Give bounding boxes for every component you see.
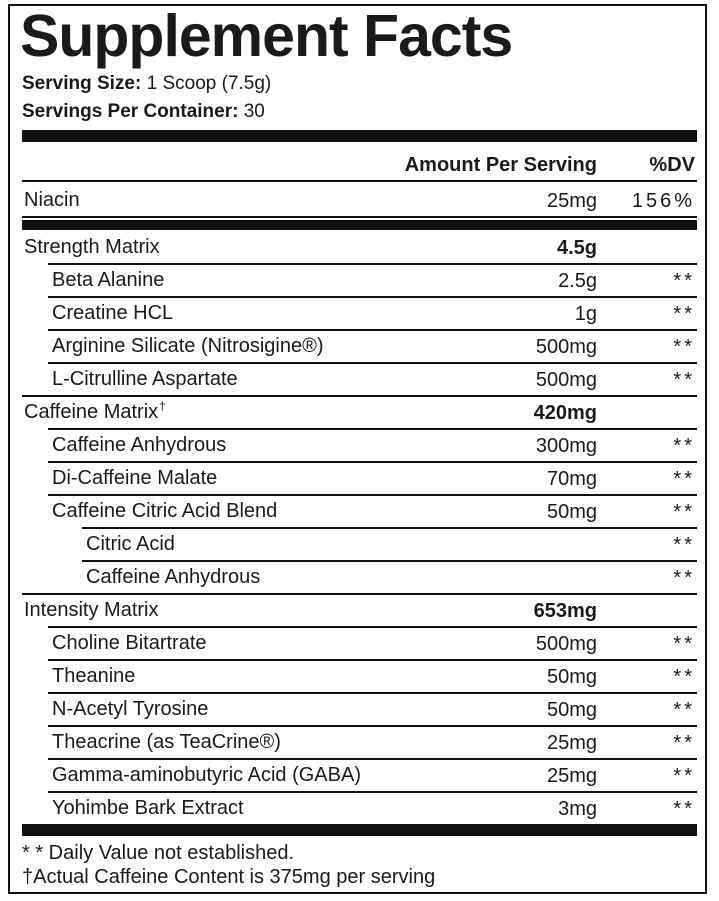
daily-value: **: [673, 732, 695, 754]
amount-per-serving: 300mg: [535, 435, 597, 457]
amount-per-serving: 50mg: [546, 501, 597, 523]
table-row: [22, 364, 697, 397]
amount-per-serving: 3mg: [558, 798, 597, 820]
daily-value: **: [673, 633, 695, 655]
daily-value: **: [673, 369, 695, 391]
table-row: [22, 727, 697, 760]
servings-value: 30: [243, 101, 265, 122]
ingredient-name: Beta Alanine: [52, 269, 165, 291]
daily-value: **: [673, 336, 695, 358]
panel-title: Supplement Facts: [20, 3, 513, 69]
column-header: [22, 152, 697, 182]
header-rule: [22, 180, 697, 182]
table-row: [22, 298, 697, 331]
daily-value: **: [673, 666, 695, 688]
servings-label: Servings Per Container:: [22, 101, 239, 122]
table-row: [22, 265, 697, 298]
daily-value: **: [673, 534, 695, 556]
daily-value: 156%: [631, 190, 695, 212]
table-row: [22, 463, 697, 496]
amount-per-serving: 25mg: [546, 765, 597, 787]
amount-per-serving: 50mg: [546, 699, 597, 721]
table-row: [22, 185, 697, 218]
ingredient-name: Caffeine Anhydrous: [52, 434, 227, 456]
table-row: [22, 628, 697, 661]
amount-per-serving: 2.5g: [558, 270, 597, 292]
ingredient-name: Gamma-aminobutyric Acid (GABA): [52, 764, 361, 786]
amount-per-serving: 1g: [574, 303, 597, 325]
thick-divider-top: [22, 130, 697, 142]
amount-per-serving: 500mg: [535, 633, 597, 655]
ingredient-name: Di-Caffeine Malate: [52, 467, 218, 489]
ingredient-name: Caffeine Matrix: [24, 401, 159, 423]
daily-value: **: [673, 798, 695, 820]
ingredient-name: N-Acetyl Tyrosine: [52, 698, 209, 720]
supplement-facts-panel: [8, 4, 707, 894]
serving-size-label: Serving Size:: [22, 73, 142, 94]
ingredient-name: Creatine HCL: [52, 302, 174, 324]
amount-per-serving: 50mg: [546, 666, 597, 688]
ingredient-name: Caffeine Anhydrous: [86, 566, 261, 588]
table-row: [22, 331, 697, 364]
amount-per-serving: 25mg: [546, 190, 597, 212]
serving-size: [22, 72, 271, 96]
ingredient-name: Intensity Matrix: [24, 599, 159, 621]
serving-size-value: 1 Scoop (7.5g): [146, 73, 272, 94]
row-divider: [22, 216, 697, 218]
table-row: [22, 529, 697, 562]
amount-header: Amount Per Serving: [404, 154, 597, 176]
footnote-caffeine: †Actual Caffeine Content is 375mg per serving: [22, 866, 436, 888]
ingredient-name: Citric Acid: [86, 533, 175, 555]
ingredient-name: Arginine Silicate (Nitrosigine®): [52, 335, 324, 357]
ingredient-name: Choline Bitartrate: [52, 632, 207, 654]
daily-value: **: [673, 468, 695, 490]
ingredient-name: Niacin: [24, 189, 80, 211]
amount-per-serving: 500mg: [535, 369, 597, 391]
ingredient-name: Strength Matrix: [24, 236, 160, 258]
thick-divider-bottom: [22, 824, 697, 836]
daily-value: **: [673, 435, 695, 457]
ingredient-name: Theanine: [52, 665, 136, 687]
servings-per-container: [22, 100, 265, 124]
table-row: [22, 562, 697, 595]
dagger-mark: †: [159, 399, 166, 413]
ingredient-name: L-Citrulline Aspartate: [52, 368, 238, 390]
amount-per-serving: 4.5g: [556, 237, 597, 259]
amount-per-serving: 25mg: [546, 732, 597, 754]
table-row: [22, 430, 697, 463]
daily-value: **: [673, 699, 695, 721]
daily-value: **: [673, 765, 695, 787]
table-row: [22, 793, 697, 826]
table-row: [22, 760, 697, 793]
thick-divider-niacin: [22, 220, 697, 230]
ingredient-name: Caffeine Citric Acid Blend: [52, 500, 278, 522]
table-row: [22, 496, 697, 529]
dv-header: %DV: [649, 154, 695, 176]
footnote-dv: * * Daily Value not established.: [22, 842, 295, 864]
table-group-row: [22, 397, 697, 430]
ingredient-name: Yohimbe Bark Extract: [52, 797, 244, 819]
table-group-row: [22, 232, 697, 265]
amount-per-serving: 70mg: [546, 468, 597, 490]
daily-value: **: [673, 567, 695, 589]
daily-value: **: [673, 501, 695, 523]
amount-per-serving: 653mg: [533, 600, 597, 622]
amount-per-serving: 420mg: [533, 402, 597, 424]
amount-per-serving: 500mg: [535, 336, 597, 358]
daily-value: **: [673, 270, 695, 292]
table-group-row: [22, 595, 697, 628]
daily-value: **: [673, 303, 695, 325]
ingredient-name: Theacrine (as TeaCrine®): [52, 731, 281, 753]
table-row: [22, 661, 697, 694]
table-row: [22, 694, 697, 727]
